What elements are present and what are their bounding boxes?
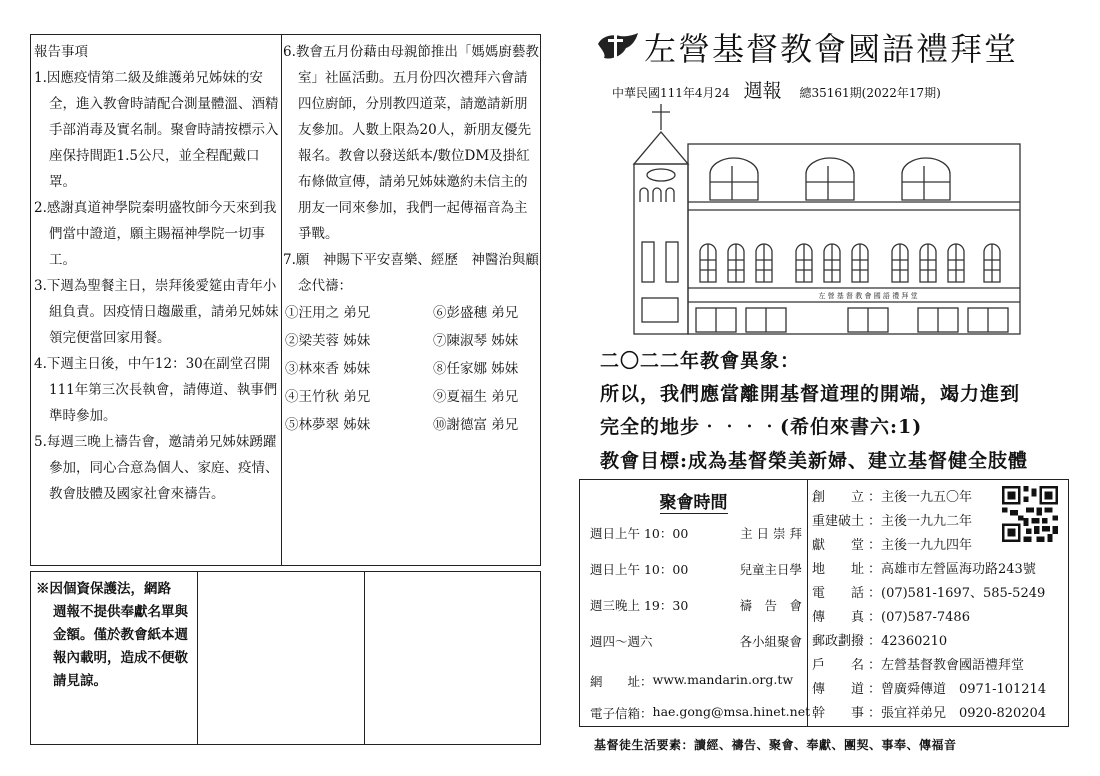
church-info-row bbox=[812, 486, 972, 505]
info-value: ：42360210 bbox=[868, 634, 948, 649]
church-info-row bbox=[812, 558, 1036, 577]
info-value: ：曾廣舜傳道 0971-101214 bbox=[868, 682, 1047, 697]
divider bbox=[807, 480, 808, 726]
item-text: 下週為聖餐主日，崇拜後愛筵由青年小組負責。因疫情日趨嚴重，請弟兄姊妹領完便當回家用餐。 bbox=[46, 278, 279, 346]
meeting-time: 週三晚上 19：30 bbox=[590, 598, 689, 613]
website-link[interactable]: www.mandarin.org.tw bbox=[652, 672, 794, 687]
announcements-column-left bbox=[34, 39, 280, 507]
item-text: 願 神賜下平安喜樂、經歷 神醫治與顧念代禱： bbox=[295, 252, 539, 294]
meeting-time-row bbox=[590, 524, 802, 542]
info-label: 戶 名 bbox=[812, 658, 865, 673]
item-text: 下週主日後，中午12：30在副堂召開111年第三次長執會，請傳道、執事們準時參加。 bbox=[46, 356, 278, 424]
church-info-row bbox=[812, 702, 1046, 721]
bulletin-label: 週報 bbox=[743, 80, 782, 102]
vision-verse-line-1: 所以，我們應當離開基督道理的開端，竭力進到 bbox=[600, 383, 1021, 405]
email-link[interactable]: hae.gong@msa.hinet.net bbox=[652, 704, 811, 719]
privacy-line: ※因個資保護法，網路 bbox=[36, 581, 171, 597]
announcements-box bbox=[30, 34, 541, 566]
info-box bbox=[579, 479, 1069, 727]
issue-number: 總35161期(2022年17期) bbox=[799, 86, 941, 100]
info-label: 傳 真 bbox=[812, 610, 865, 625]
prayer-list-item: ⑦陳淑琴 姊妹 bbox=[433, 333, 519, 349]
privacy-notice bbox=[36, 578, 194, 693]
item-text: 教會五月份藉由母親節推出「媽媽廚藝教室」社區活動。五月份四次禮拜六會請四位廚師，分別教四道菜，請邀請新朋友參加。人數上限為20人，新朋友優先報名。教會以發送紙本/數位DM及掛紅布條做宣傳，請弟兄姊妹邀約未信主的朋友一同來參加，我們一起傳福音為主爭戰。 bbox=[295, 44, 539, 242]
website-row bbox=[590, 672, 802, 690]
info-label: 傳 道 bbox=[812, 682, 865, 697]
prayer-list bbox=[283, 299, 539, 439]
church-goal: 教會目標:成為基督榮美新婦、建立基督健全肢體 bbox=[600, 450, 1029, 472]
prayer-list-item: ⑤林夢翠 姊妹 bbox=[285, 417, 371, 433]
qr-code-icon bbox=[1002, 486, 1058, 542]
email-label: 電子信箱： bbox=[590, 706, 653, 721]
meeting-name: 兒童主日學 bbox=[739, 562, 802, 577]
column-divider bbox=[281, 35, 282, 565]
prayer-list-item: ⑩謝德富 弟兄 bbox=[433, 417, 519, 433]
item-text: 每週三晚上禱告會，邀請弟兄姊妹踴躍參加，同心合意為個人、家庭、疫情、教會肢體及國家社會來禱告。 bbox=[46, 434, 279, 502]
church-info-row bbox=[812, 534, 972, 553]
divider bbox=[364, 572, 365, 744]
church-info-row bbox=[812, 678, 1046, 697]
info-label: 創 立 bbox=[812, 490, 865, 505]
info-value: ：主後一九五〇年 bbox=[868, 490, 973, 505]
item-number: 7. bbox=[283, 252, 296, 268]
privacy-box bbox=[30, 571, 541, 745]
announcements-column-right bbox=[283, 39, 539, 439]
meeting-time-row bbox=[590, 560, 802, 578]
church-info-row bbox=[812, 606, 970, 625]
item-number: 4. bbox=[34, 356, 47, 372]
meeting-time: 週日上午 10：00 bbox=[590, 562, 689, 577]
info-label: 幹 事 bbox=[812, 706, 865, 721]
item-text: 因應疫情第二級及維護弟兄姊妹的安全，進入教會時請配合測量體溫、酒精手部消毒及實名制。聚會時請按標示入座保持間距1.5公尺，並全程配戴口罩。 bbox=[46, 70, 279, 190]
prayer-list-item: ③林來香 姊妹 bbox=[285, 361, 371, 377]
church-name: 左營基督教會國語禮拜堂 bbox=[644, 30, 1019, 68]
info-value: ：主後一九九四年 bbox=[868, 538, 973, 553]
announcements-title: 報告事項 bbox=[34, 44, 88, 60]
info-value: ：左營基督教會國語禮拜堂 bbox=[868, 658, 1025, 673]
church-info-row bbox=[812, 630, 947, 649]
prayer-list-item: ②梁芙蓉 姊妹 bbox=[285, 333, 371, 349]
info-value: ：主後一九九二年 bbox=[868, 514, 973, 529]
announcement-list bbox=[34, 65, 280, 507]
announcement-item-4 bbox=[34, 351, 280, 429]
bulletin-date: 中華民國111年4月24 bbox=[612, 86, 730, 100]
announcement-item-2 bbox=[34, 195, 280, 273]
building-sign-text: 左 營 基 督 教 會 國 語 禮 拜 堂 bbox=[818, 292, 918, 300]
email-row bbox=[590, 704, 811, 722]
prayer-list-item: ⑧任家娜 姊妹 bbox=[433, 361, 519, 377]
info-label: 獻 堂 bbox=[812, 538, 865, 553]
date-line bbox=[612, 76, 941, 103]
announcement-item-1 bbox=[34, 65, 280, 195]
meeting-time-row bbox=[590, 596, 802, 614]
meeting-time-row bbox=[590, 632, 802, 650]
meeting-time: 週四～週六 bbox=[590, 634, 653, 649]
church-logo-icon bbox=[596, 30, 640, 62]
footer-motto: 基督徒生活要素：讀經、禱告、聚會、奉獻、團契、事奉、傳福音 bbox=[594, 738, 957, 752]
vision-heading: 二〇二二年教會異象： bbox=[600, 350, 801, 372]
item-number: 6. bbox=[283, 44, 296, 60]
announcement-item-6 bbox=[283, 39, 539, 247]
item-text: 感謝真道神學院秦明盛牧師今天來到我們當中證道，願主賜福神學院一切事工。 bbox=[46, 200, 277, 268]
church-info-row bbox=[812, 654, 1024, 673]
item-number: 2. bbox=[34, 200, 47, 216]
prayer-list-item: ①汪用之 弟兄 bbox=[285, 305, 371, 321]
info-value: ：(07)581-1697、585-5249 bbox=[868, 586, 1046, 601]
item-number: 1. bbox=[34, 70, 47, 86]
church-info-row bbox=[812, 510, 972, 529]
meeting-times-title-text: 聚會時間 bbox=[659, 493, 728, 513]
privacy-text: 週報不提供奉獻名單與金額。僅於教會紙本週報內載明，造成不便敬請見諒。 bbox=[53, 604, 188, 689]
prayer-list-item: ⑥彭盛穗 弟兄 bbox=[433, 305, 519, 321]
announcement-item-7 bbox=[283, 247, 539, 299]
divider bbox=[197, 572, 198, 744]
info-value: ：張宜祥弟兄 0920-820204 bbox=[868, 706, 1047, 721]
announcement-item-5 bbox=[34, 429, 280, 507]
church-building-illustration bbox=[628, 102, 1026, 338]
meeting-time: 週日上午 10：00 bbox=[590, 526, 689, 541]
announcement-item-3 bbox=[34, 273, 280, 351]
prayer-list-item: ⑨夏福生 弟兄 bbox=[433, 389, 519, 405]
item-number: 5. bbox=[34, 434, 47, 450]
meeting-times-title bbox=[580, 488, 807, 513]
prayer-list-item: ④王竹秋 弟兄 bbox=[285, 389, 371, 405]
vision-verse-line-2: 完全的地步‧‧‧‧(希伯來書六:1) bbox=[600, 416, 923, 438]
website-label: 網 址： bbox=[590, 674, 653, 689]
meeting-name: 各小組聚會 bbox=[739, 634, 802, 649]
item-number: 3. bbox=[34, 278, 47, 294]
info-label: 地 址 bbox=[812, 562, 865, 577]
meeting-name: 禱 告 會 bbox=[739, 598, 802, 613]
info-label: 重建破土 bbox=[812, 514, 865, 529]
info-label: 郵政劃撥 bbox=[812, 634, 865, 649]
church-info-row bbox=[812, 582, 1045, 601]
info-value: ：高雄市左營區海功路243號 bbox=[868, 562, 1036, 577]
meeting-name: 主 日 崇 拜 bbox=[740, 526, 802, 541]
info-label: 電 話 bbox=[812, 586, 865, 601]
info-value: ：(07)587-7486 bbox=[868, 610, 970, 625]
